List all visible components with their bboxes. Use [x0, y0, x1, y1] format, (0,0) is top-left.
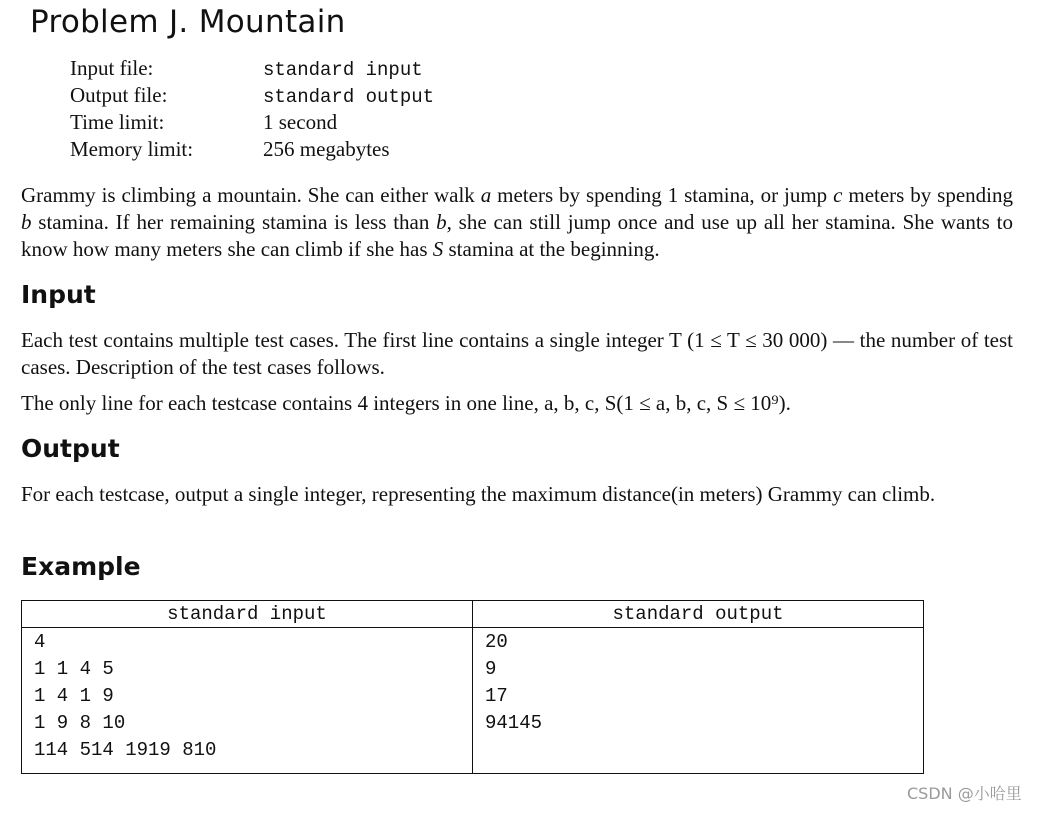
math-var: S [432, 237, 444, 261]
problem-title: Problem J. Mountain [30, 4, 346, 40]
example-table [21, 600, 924, 774]
output-line: 20 [485, 631, 508, 653]
input-line: 4 [34, 631, 46, 653]
statement-text: stamina. If her remaining stamina is less than [31, 210, 437, 234]
output-heading: Output [21, 434, 120, 463]
limit-label: Time limit: [70, 110, 165, 134]
statement-text: meters by spending [842, 183, 1013, 207]
output-paragraph: For each testcase, output a single integer, representing the maximum distance(in meters) Grammy can climb. [21, 482, 936, 506]
limit-value: standard output [263, 86, 435, 108]
problem-statement [21, 182, 1013, 263]
limit-label: Memory limit: [70, 137, 194, 161]
limit-label: Output file: [70, 83, 168, 107]
limit-value: 1 second [263, 110, 338, 134]
limit-row-time [70, 109, 434, 136]
statement-text: meters by spending 1 stamina, or jump [491, 183, 834, 207]
math-var: a [480, 183, 492, 207]
input-line: 1 4 1 9 [34, 685, 114, 707]
example-input-header: standard input [22, 601, 473, 628]
output-line: 9 [485, 658, 497, 680]
output-line: 94145 [485, 712, 543, 734]
limit-row-output [70, 82, 434, 109]
math-var: b [21, 210, 32, 234]
example-input-cell [22, 628, 473, 774]
output-line: 17 [485, 685, 508, 707]
example-output-header: standard output [473, 601, 924, 628]
limit-row-memory [70, 136, 434, 163]
statement-text: , she can still jump once and use up all her stamina. She wants to know how many meters she can climb if she has [21, 210, 1013, 261]
limit-row-input [70, 55, 434, 82]
input-line: 1 1 4 5 [34, 658, 114, 680]
input-paragraph-1: Each test contains multiple test cases. The first line contains a single integer T (1 ≤ T ≤ 30 000) — the number of test cases. Description of the test cases follows. [21, 328, 1013, 379]
input-line: 114 514 1919 810 [34, 739, 217, 761]
limit-label: Input file: [70, 56, 154, 80]
input-paragraph-2: The only line for each testcase contains 4 integers in one line, a, b, c, S(1 ≤ a, b, c, S ≤ 10⁹). [21, 391, 791, 415]
statement-text: stamina at the beginning. [443, 237, 660, 261]
statement-text: Grammy is climbing a mountain. She can either walk [21, 183, 481, 207]
math-var: c [833, 183, 843, 207]
example-heading: Example [21, 552, 141, 581]
limit-value: standard input [263, 59, 423, 81]
example-output-cell [473, 628, 924, 774]
math-var: b [436, 210, 447, 234]
limits-table [70, 55, 434, 163]
input-heading: Input [21, 280, 96, 309]
limit-value: 256 megabytes [263, 137, 390, 161]
csdn-watermark: CSDN @小哈里 [907, 784, 1022, 803]
input-line: 1 9 8 10 [34, 712, 126, 734]
